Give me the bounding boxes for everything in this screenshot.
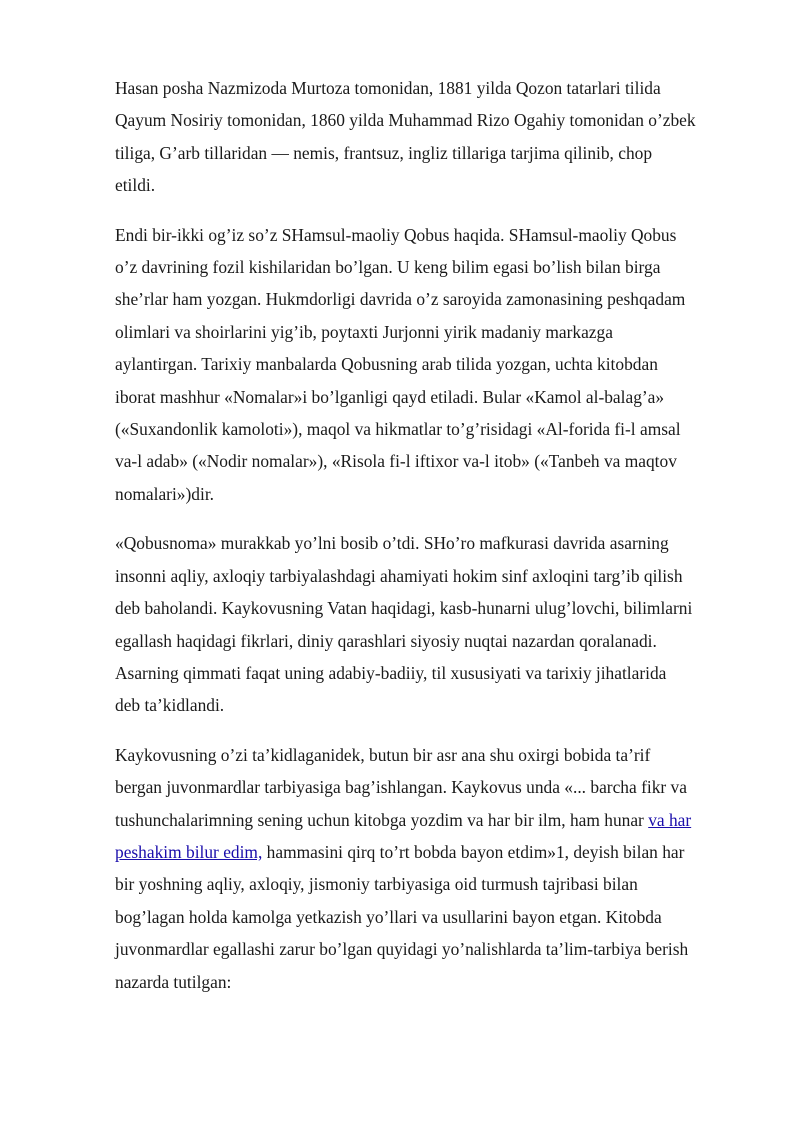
inline-hyperlink[interactable]: va har peshakim bilur edim, xyxy=(115,809,692,862)
document-body xyxy=(115,72,747,1015)
paragraph-qobus: Endi bir-ikki og’iz so’z SHamsul-maoliy Qobus haqida. SHamsul-maoliy Qobus o’z davrining fozil kishilaridan bo’lgan. U keng bilim egasi bo’lish bilan birga she’rlar ham yozgan. Hukmdorligi davrida o’z saroyida zamonasining peshqadam olimlari va shoirlarini yig’ib, poytaxti Jurjonni yirik madaniy markazga aylantirgan. Tarixiy manbalarda Qobusning arab tilida yozgan, uchta kitobdan iborat mashhur «Nomalar»i bo’lganligi qayd etiladi. Bular «Kamol al-balag’a» («Suxandonlik kamoloti»), maqol va hikmatlar to’g’risidagi «Al-forida fi-l amsal va-l adab» («Nodir nomalar»), «Risola fi-l iftixor va-l itob» («Tanbeh va maqtov nomalari»)dir. xyxy=(115,224,686,504)
paragraph-kaykovus-text-before: Kaykovusning o’zi ta’kidlaganidek, butun bir asr ana shu oxirgi bobida ta’rif bergan juvonmardlar tarbiyasiga bag’ishlangan. Kaykovus unda «... barcha fikr va tushunchalarimning sening uchun kitobga yozdim va har bir ilm, ham hunar xyxy=(115,744,687,830)
paragraph-translations: Hasan posha Nazmizoda Murtoza tomonidan, 1881 yilda Qozon tatarlari tilida Qayum Nosiriy tomonidan, 1860 yilda Muhammad Rizo Ogahiy tomonidan o’zbek tiliga, G’arb tillaridan — nemis, frantsuz, ingliz tillariga tarjima qilinib, chop etildi. xyxy=(115,78,696,196)
paragraph-kaykovus-text-after: hammasini qirq to’rt bobda bayon etdim»1, deyish bilan har bir yoshning aqliy, axloqiy, jismoniy tarbiyasiga oid turmush tajribasi bilan bog’lagan holda kamolga yetkazish yo’llari va usullarini bayon etgan. Kitobda juvonmardlar egallashi zarur bo’lgan quyidagi yo’nalishlarda ta’lim-tarbiya berish nazarda tutilgan: xyxy=(115,841,689,992)
paragraph-kaykovus xyxy=(115,739,747,998)
paragraph-qobusnoma: «Qobusnoma» murakkab yo’lni bosib o’tdi. SHo’ro mafkurasi davrida asarning insonni aqliy, axloqiy tarbiyalashdagi ahamiyati hokim sinf axloqini targ’ib qilish deb baholandi. Kaykovusning Vatan haqidagi, kasb-hunarni ulug’lovchi, bilimlarni egallash haqidagi fikrlari, diniy qarashlari siyosiy nuqtai nazardan qoralanadi. Asarning qimmati faqat uning adabiy-badiiy, til xususiyati va tarixiy jihatlarida deb ta’kidlandi. xyxy=(115,533,693,716)
